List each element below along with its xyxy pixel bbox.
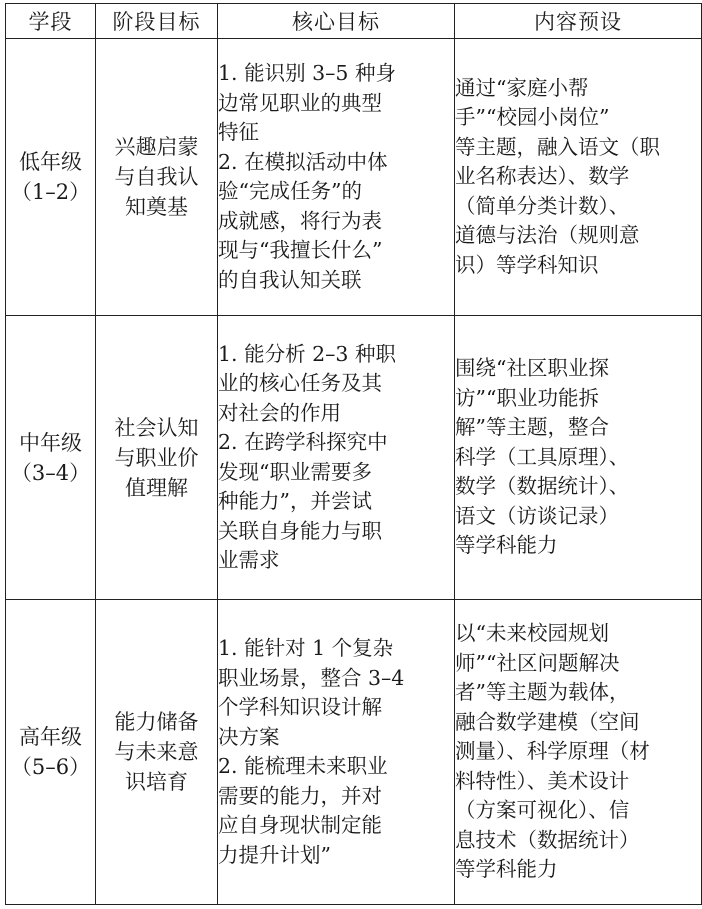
stage-line: 中年级 — [19, 430, 82, 455]
content-line: 师”“社区问题解决 — [455, 650, 620, 675]
stage-line: （3–4） — [10, 460, 91, 485]
content-line: 访”“职业功能拆 — [455, 385, 599, 410]
content-line: 围绕“社区职业探 — [455, 356, 609, 381]
goal-line: 需要的能力，并对 — [218, 783, 382, 808]
core-goal-cell — [218, 316, 455, 600]
content-line: 解”等主题，整合 — [455, 415, 609, 440]
content-line: 等学科能力 — [455, 857, 558, 882]
content-line: 通过“家庭小帮 — [455, 75, 589, 100]
content-line: 以“未来校园规划 — [455, 621, 609, 646]
content-cell — [455, 39, 702, 316]
goal-line: 发现“职业需要多 — [218, 459, 372, 484]
table-row-upper-grade — [6, 600, 702, 905]
phase-line: 与职业价 — [114, 445, 199, 470]
goal-line: 决方案 — [218, 724, 280, 749]
goal-line: 1. 能识别 3–5 种身 — [218, 61, 396, 85]
goal-line: 1. 能分析 2–3 种职 — [218, 341, 396, 366]
table-row-middle-grade — [6, 316, 702, 600]
header-content: 内容预设 — [455, 4, 702, 39]
stage-cell — [6, 600, 96, 905]
phase-line: 与自我认 — [114, 165, 199, 189]
goal-line: 现与“我擅长什么” — [218, 238, 383, 262]
goal-line: 力提升计划” — [218, 842, 331, 867]
content-line: 等主题，融入语文（职 — [455, 134, 660, 159]
goal-line: 2. 能梳理未来职业 — [218, 754, 388, 778]
goal-line: 关联自身能力与职 — [218, 518, 382, 543]
phase-goal-cell — [96, 316, 218, 600]
phase-line: 兴趣启蒙 — [114, 135, 199, 159]
phase-line: 值理解 — [125, 475, 188, 500]
content-line: 科学（工具原理）、 — [455, 444, 630, 469]
content-line: 融合数学建模（空间 — [455, 709, 640, 734]
core-goal-cell — [218, 39, 455, 316]
goal-line: 1. 能针对 1 个复杂 — [218, 636, 394, 660]
goal-line: 业的核心任务及其 — [218, 371, 382, 395]
goal-line: 2. 在模拟活动中体 — [218, 149, 388, 174]
stage-line: （1–2） — [10, 180, 91, 204]
content-line: 手”“校园小岗位” — [455, 105, 610, 130]
content-line: 识）等学科知识 — [455, 252, 599, 277]
phase-line: 识培育 — [125, 770, 188, 794]
phase-line: 能力储备 — [114, 710, 199, 734]
phase-goal-cell — [96, 39, 218, 316]
goal-line: 边常见职业的典型 — [218, 90, 382, 115]
header-row — [6, 4, 702, 39]
stage-line: 低年级 — [19, 150, 82, 174]
header-core-goal: 核心目标 — [218, 4, 455, 39]
phase-line: 与未来意 — [114, 740, 199, 764]
content-line: 等学科能力 — [455, 533, 558, 558]
content-line: 料特性）、美术设计 — [455, 768, 630, 793]
stage-cell — [6, 316, 96, 600]
content-line: 道德与法治（规则意 — [455, 223, 640, 248]
goal-line: 对社会的作用 — [218, 400, 341, 425]
phase-goal-cell — [96, 600, 218, 905]
header-phase-goal: 阶段目标 — [96, 4, 218, 39]
content-line: （方案可视化）、信 — [455, 798, 630, 823]
goal-line: 的自我认知关联 — [218, 267, 362, 292]
career-education-stage-table — [5, 3, 702, 905]
stage-cell — [6, 39, 96, 316]
content-line: 语文（访谈记录） — [455, 503, 619, 528]
core-goal-cell — [218, 600, 455, 905]
content-line: 业名称表达）、数学 — [455, 164, 630, 189]
goal-line: 种能力”，并尝试 — [218, 489, 372, 513]
goal-line: 成就感，将行为表 — [218, 208, 382, 233]
goal-line: 应自身现状制定能 — [218, 813, 382, 837]
goal-line: 个学科知识设计解 — [218, 695, 382, 719]
stage-line: （5–6） — [10, 755, 91, 779]
content-line: 测量）、科学原理（材 — [455, 739, 650, 764]
content-cell — [455, 316, 702, 600]
goal-line: 职业场景，整合 3–4 — [218, 665, 405, 690]
table-row-lower-grade — [6, 39, 702, 316]
content-cell — [455, 600, 702, 905]
header-stage: 学段 — [6, 4, 96, 39]
goal-line: 2. 在跨学科探究中 — [218, 430, 388, 454]
goal-line: 业需求 — [218, 548, 280, 572]
content-line: 息技术（数据统计） — [455, 827, 640, 852]
phase-line: 社会认知 — [114, 415, 199, 440]
content-line: 者”等主题为载体， — [455, 680, 630, 705]
content-line: （简单分类计数）、 — [455, 193, 630, 218]
stage-line: 高年级 — [19, 725, 82, 749]
goal-line: 验“完成任务”的 — [218, 179, 362, 203]
phase-line: 知奠基 — [125, 195, 188, 219]
content-line: 数学（数据统计）、 — [455, 474, 630, 499]
goal-line: 特征 — [218, 120, 259, 144]
